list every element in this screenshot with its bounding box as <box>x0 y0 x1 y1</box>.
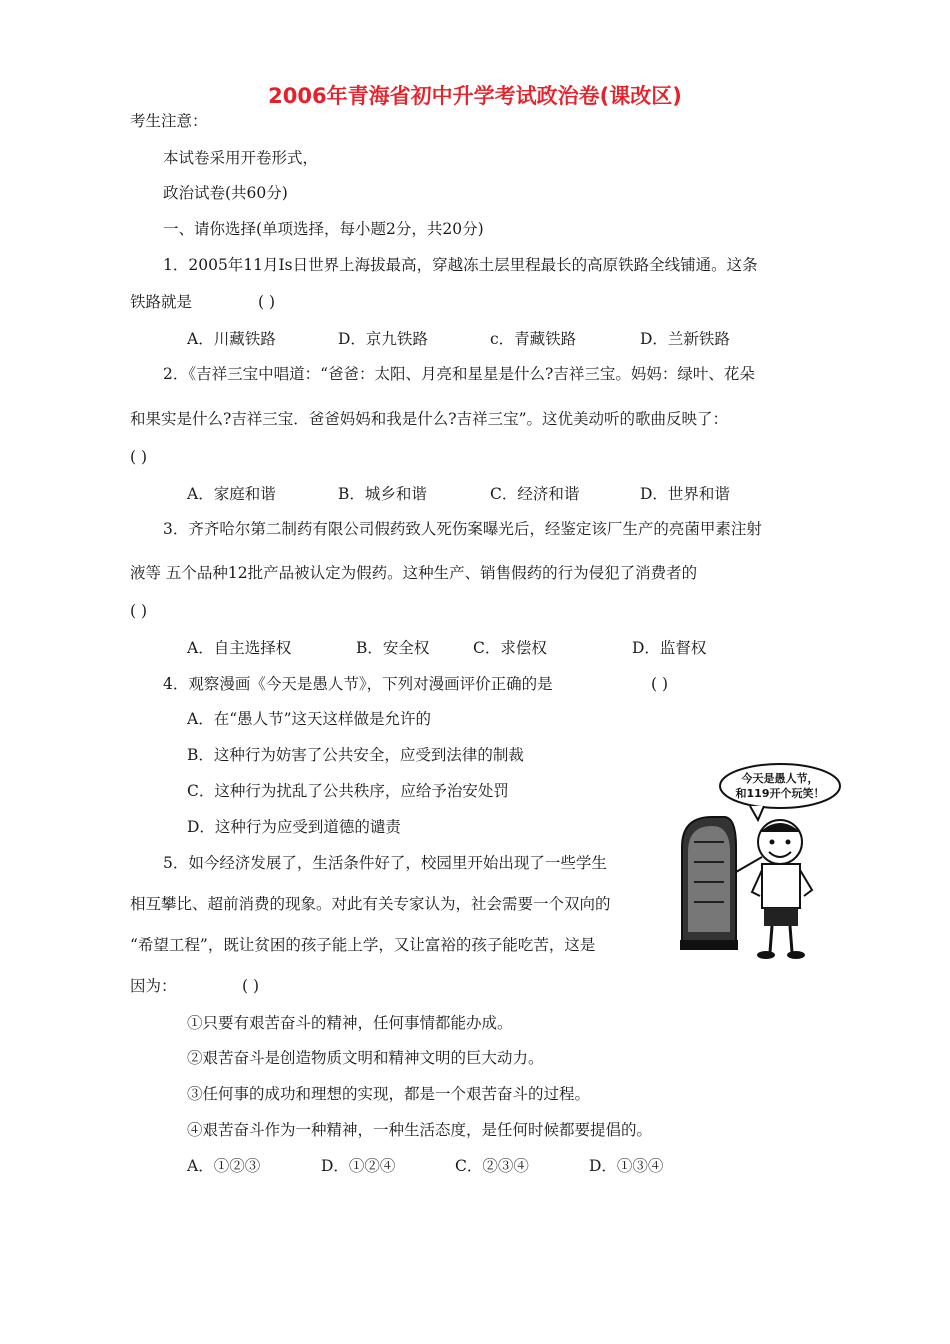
option: A．在“愚人节”这天这样做是允许的 <box>187 710 432 728</box>
option: A．①②③ <box>187 1157 261 1175</box>
intro-format: 本试卷采用开卷形式， <box>163 149 319 167</box>
option: c．青藏铁路 <box>490 330 577 348</box>
boy-figure-icon <box>752 820 812 959</box>
question-3-text: 3．齐齐哈尔第二制药有限公司假药致人死伤案曝光后，经鉴定该厂生产的亮菌甲素注射 <box>163 520 762 538</box>
option: D．监督权 <box>632 639 707 657</box>
option: D．兰新铁路 <box>640 330 730 348</box>
statement: ②艰苦奋斗是创造物质文明和精神文明的巨大动力。 <box>187 1049 544 1067</box>
statement: ④艰苦奋斗作为一种精神，一种生活态度，是任何时候都要提倡的。 <box>187 1121 653 1139</box>
question-1-text: 1．2005年11月Is日世界上海拔最高，穿越冻土层里程最长的高原铁路全线铺通。这条 <box>163 256 758 274</box>
question-4-text: 4．观察漫画《今天是愚人节》，下列对漫画评价正确的是 <box>163 675 553 693</box>
speech-bubble-text: 和119开个玩笑！ <box>735 787 825 800</box>
option: C．经济和谐 <box>490 485 580 503</box>
option: A．川藏铁路 <box>187 330 276 348</box>
question-4-answer-paren: ( ) <box>651 675 669 693</box>
option: C．②③④ <box>455 1157 529 1175</box>
question-1-answer-paren: ( ) <box>258 293 276 311</box>
option: A．自主选择权 <box>187 639 292 657</box>
option: D．世界和谐 <box>640 485 730 503</box>
question-5-text-cont: 相互攀比、超前消费的现象。对此有关专家认为，社会需要一个双向的 <box>130 895 611 913</box>
question-2-answer-paren: ( ) <box>130 448 148 466</box>
option: C．求偿权 <box>473 639 547 657</box>
question-5-text: 5．如今经济发展了，生活条件好了，校园里开始出现了一些学生 <box>163 854 607 872</box>
question-5-text-cont: “希望工程”，既让贫困的孩子能上学，又让富裕的孩子能吃苦，这是 <box>130 936 596 954</box>
intro-score: 政治试卷(共60分) <box>163 184 288 202</box>
statement: ①只要有艰苦奋斗的精神，任何事情都能办成。 <box>187 1014 513 1032</box>
exam-title: 2006年青海省初中升学考试政治卷(课改区) <box>268 84 682 108</box>
statement: ③任何事的成功和理想的实现，都是一个艰苦奋斗的过程。 <box>187 1085 591 1103</box>
question-2-text-cont: 和果实是什么?吉祥三宝．爸爸妈妈和我是什么?吉祥三宝”。这优美动听的歌曲反映了： <box>130 410 729 428</box>
question-2-text: 2．《吉祥三宝中唱道：“爸爸：太阳、月亮和星星是什么?吉祥三宝。妈妈：绿叶、花朵 <box>163 365 755 383</box>
question-1-text-cont: 铁路就是 <box>130 293 193 311</box>
option: C．这种行为扰乱了公共秩序，应给予治安处罚 <box>187 782 509 800</box>
option: B．这种行为妨害了公共安全，应受到法律的制裁 <box>187 746 524 764</box>
option: D．①②④ <box>321 1157 396 1175</box>
question-3-answer-paren: ( ) <box>130 602 148 620</box>
question-5-text-cont: 因为： <box>130 977 177 995</box>
speech-bubble <box>720 764 840 808</box>
option: B．城乡和谐 <box>338 485 427 503</box>
option: B．安全权 <box>356 639 430 657</box>
option: A．家庭和谐 <box>187 485 276 503</box>
option: D．①③④ <box>589 1157 664 1175</box>
question-3-text-cont: 液等 五个品种12批产品被认定为假药。这种生产、销售假药的行为侵犯了消费者的 <box>130 564 698 582</box>
option: D．京九铁路 <box>338 330 428 348</box>
phone-booth-icon <box>680 817 762 950</box>
option: D．这种行为应受到道德的谴责 <box>187 818 401 836</box>
question-5-answer-paren: ( ) <box>242 977 260 995</box>
speech-bubble-tail <box>750 806 764 820</box>
speech-bubble-text: 今天是愚人节， <box>741 772 819 785</box>
cartoon-illustration <box>672 762 842 967</box>
notice-label: 考生注意： <box>130 112 208 130</box>
section-heading: 一、请你选择(单项选择，每小题2分，共20分) <box>163 220 484 238</box>
